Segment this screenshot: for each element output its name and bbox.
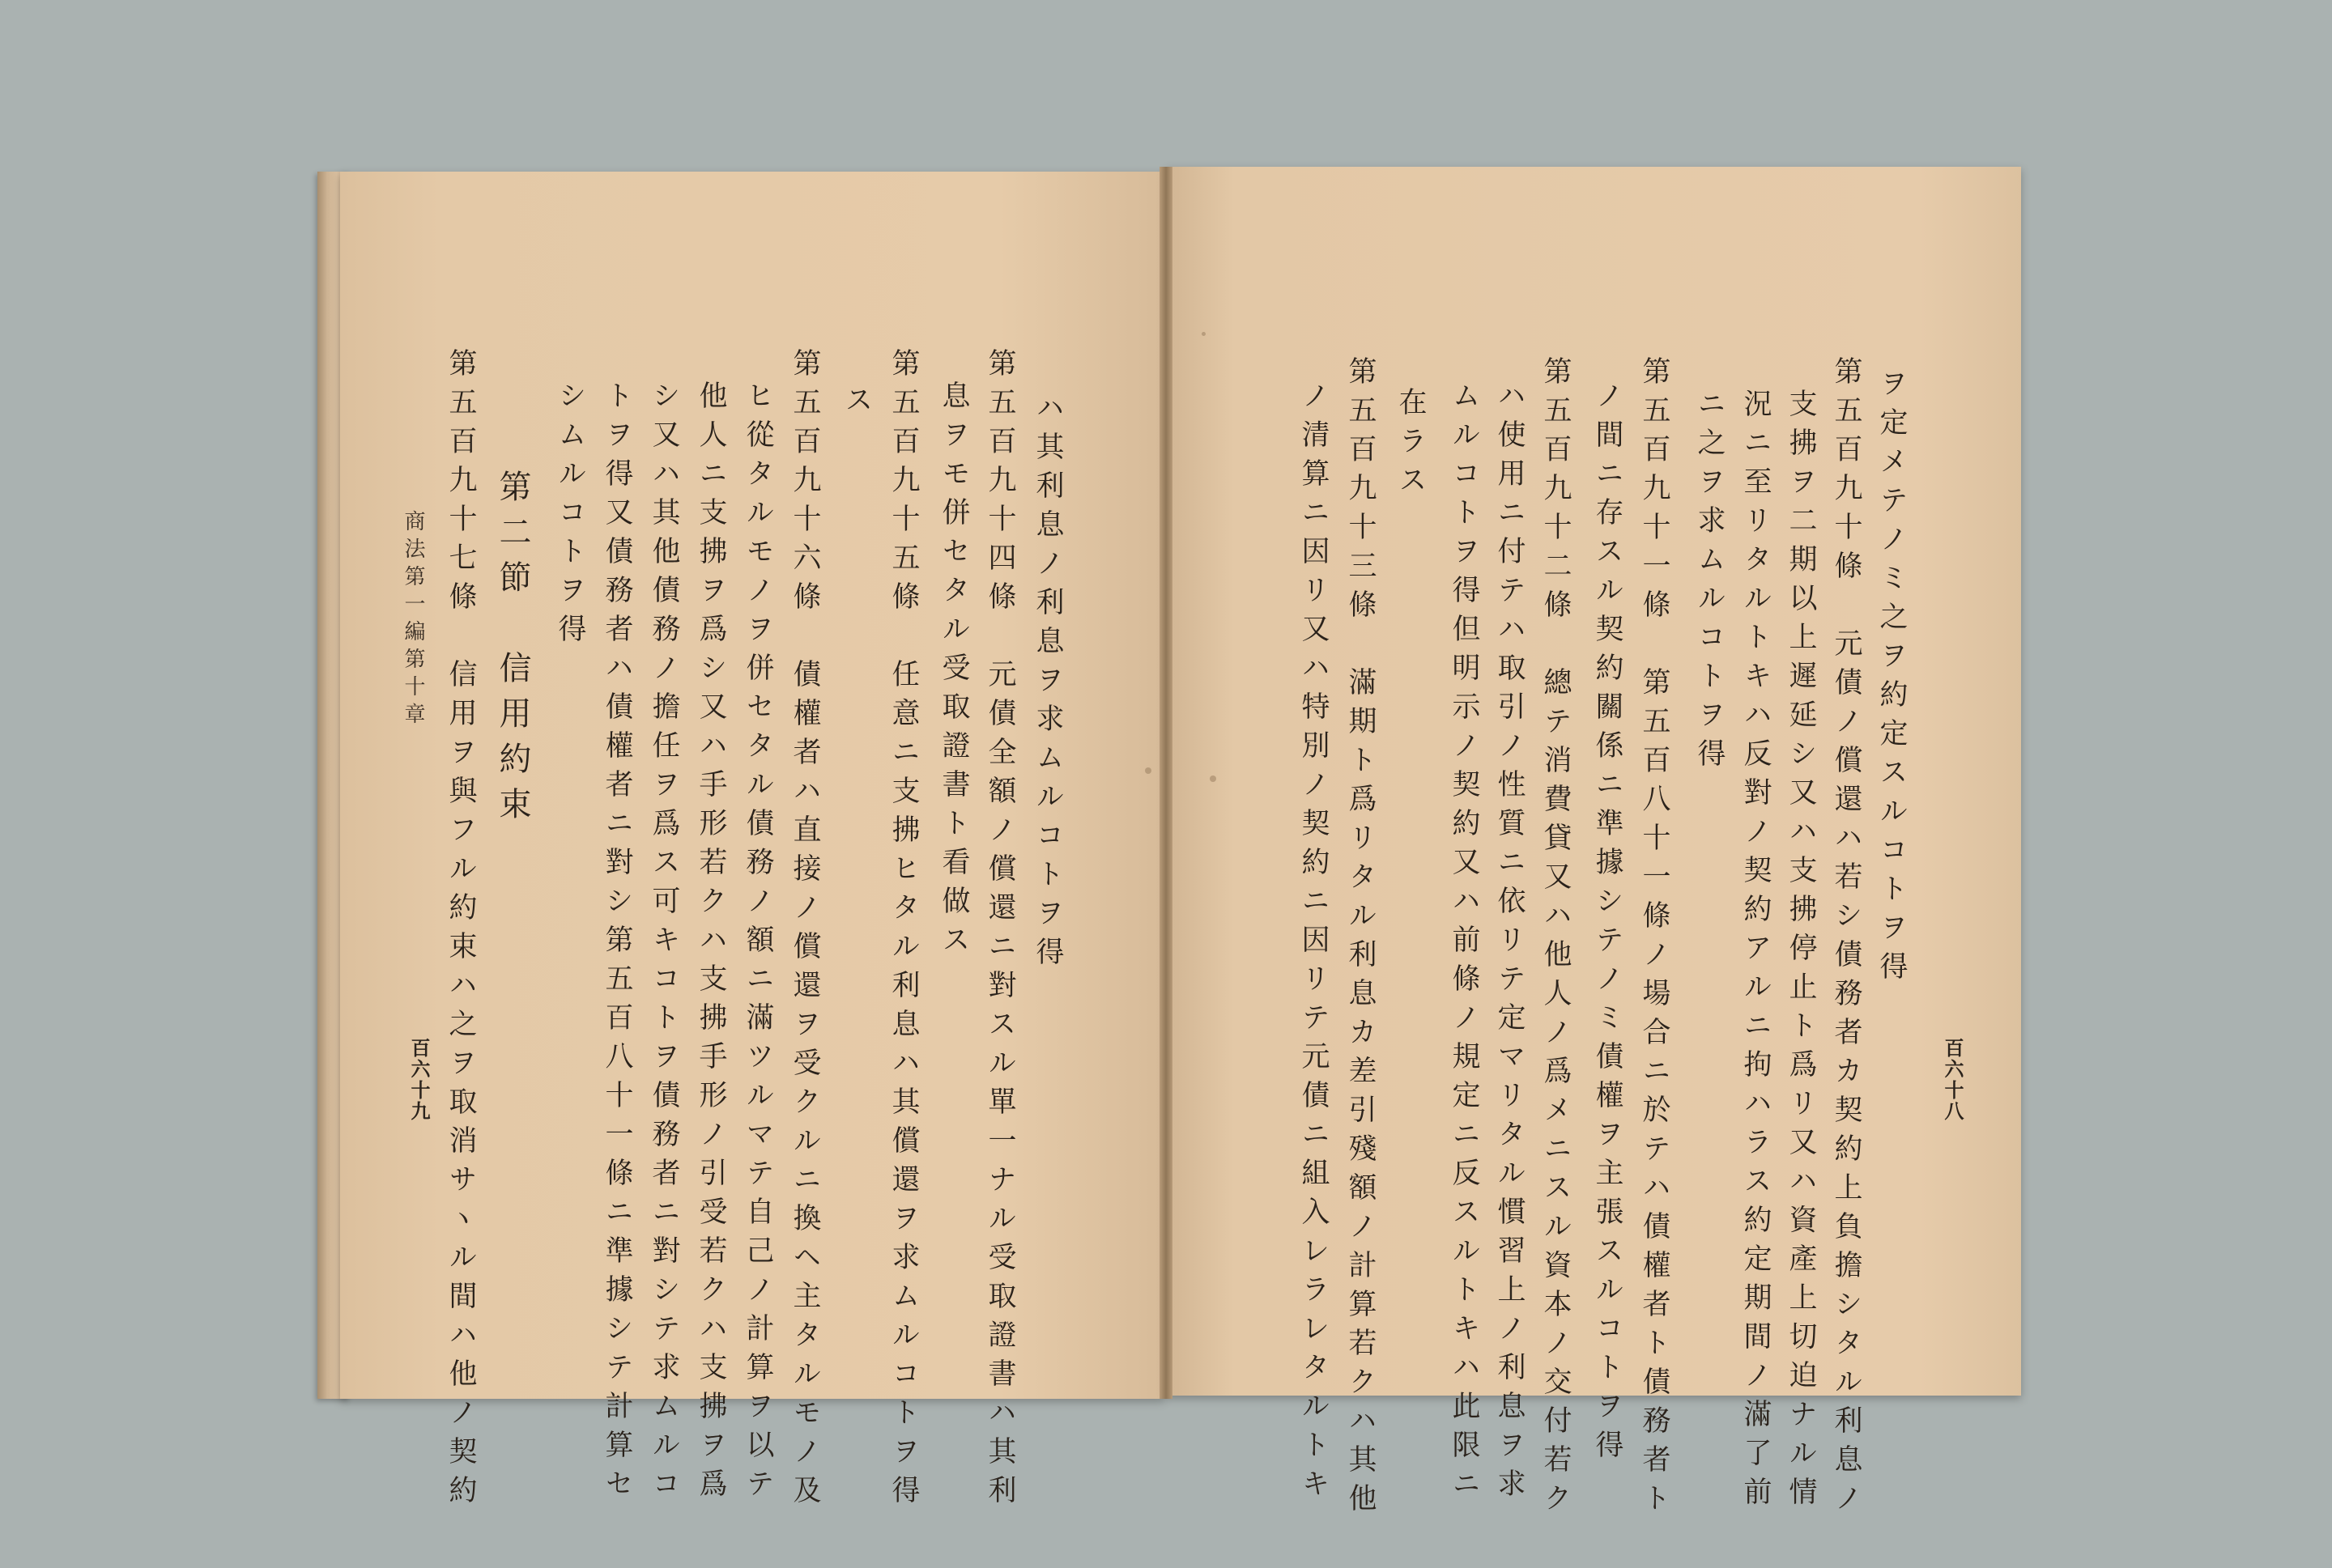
text-column: トヲ得又債務者ハ債權者ニ對シ第五百八十一條ニ準據シテ計算セ (601, 380, 633, 1507)
text-column: ヲ定メテノミ之ヲ約定スルコトヲ得 (1875, 368, 1908, 990)
paper-stain (1145, 767, 1151, 774)
article-595: 第五百九十五條 任意ニ支拂ヒタル利息ハ其償還ヲ求ムルコトヲ得 (887, 348, 920, 1514)
text-column: 支拂ヲ二期以上遲延シ又ハ支拂停止ト爲リ又ハ資產上切迫ナル情 (1785, 389, 1817, 1515)
running-head: 商法第一編第十章 (401, 510, 425, 730)
page-number-left: 百六十九 (407, 1038, 431, 1122)
text-column: 況ニ至リタルトキハ反對ノ契約アルニ拘ハラス約定期間ノ滿了前 (1739, 389, 1772, 1515)
article-593: 第五百九十三條 滿期ト爲リタル利息カ差引殘額ノ計算若クハ其他 (1344, 356, 1377, 1522)
text-column: ニ之ヲ求ムルコトヲ得 (1693, 389, 1726, 777)
paper-stain (1202, 332, 1206, 336)
section-heading: 第二節 信用約束 (494, 470, 531, 832)
article-594: 第五百九十四條 元債全額ノ償還ニ對スル單一ナル受取證書ハ其利 (984, 348, 1016, 1514)
paper-stain (1210, 776, 1216, 782)
text-column: ノ間ニ存スル契約關係ニ準據シテノミ債權ヲ主張スルコトヲ得 (1591, 380, 1623, 1468)
text-column: ス (840, 385, 873, 423)
article-592: 第五百九十二條 總テ消費貸又ハ他人ノ爲メニスル資本ノ交付若ク (1539, 356, 1572, 1522)
article-596: 第五百九十六條 債權者ハ直接ノ償還ヲ受クルニ換ヘ主タルモノ及 (789, 348, 821, 1514)
text-column: シムルコトヲ得 (554, 380, 586, 652)
text-column: 他人ニ支拂ヲ爲シ又ハ手形若クハ支拂手形ノ引受若クハ支拂ヲ爲 (695, 380, 727, 1507)
text-column: ヒ從タルモノヲ併セタル債務ノ額ニ滿ツルマテ自己ノ計算ヲ以テ (742, 380, 774, 1507)
text-column: 息ヲモ併セタル受取證書ト看做ス (938, 380, 970, 963)
text-column: 在ラス (1394, 387, 1427, 504)
article-590: 第五百九十條 元債ノ償還ハ若シ債務者カ契約上負擔シタル利息ノ (1830, 356, 1862, 1522)
text-column: シ又ハ其他債務ノ擔任ヲ爲ス可キコトヲ債務者ニ對シテ求ムルコ (648, 380, 680, 1507)
text-column: ノ清算ニ因リ又ハ特別ノ契約ニ因リテ元債ニ組入レラレタルトキ (1297, 380, 1330, 1507)
article-591: 第五百九十一條 第五百八十一條ノ場合ニ於テハ債權者ト債務者ト (1638, 356, 1670, 1522)
page-number-right: 百六十八 (1941, 1038, 1964, 1122)
text-column: ハ使用ニ付テハ取引ノ性質ニ依リテ定マリタル慣習上ノ利息ヲ求 (1493, 380, 1526, 1507)
book-gutter (1160, 167, 1172, 1399)
article-597: 第五百九十七條 信用ヲ與フル約束ハ之ヲ取消サヽル間ハ他ノ契約 (445, 348, 477, 1514)
text-column: ハ其利息ノ利息ヲ求ムルコトヲ得 (1032, 393, 1064, 975)
text-column: ムルコトヲ得但明示ノ契約又ハ前條ノ規定ニ反スルトキハ此限ニ (1448, 380, 1480, 1507)
